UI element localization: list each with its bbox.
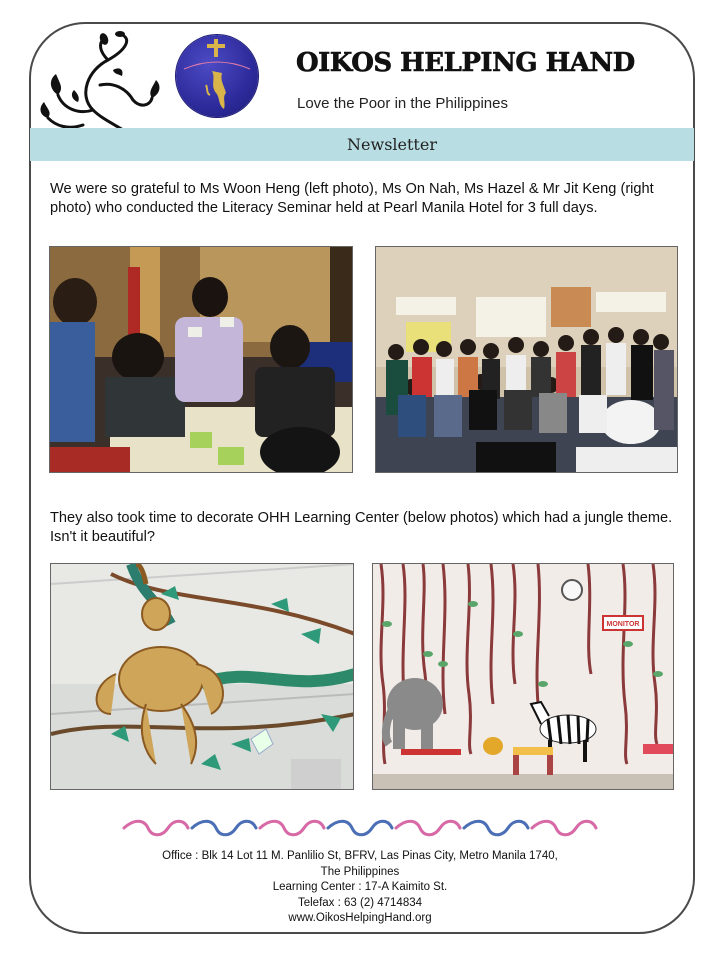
monitor-sign: MONITOR [606, 621, 640, 628]
seminar-group-photo [375, 246, 678, 473]
org-tagline: Love the Poor in the Philippines [297, 95, 508, 112]
article-paragraph-1: We were so grateful to Ms Woon Heng (left photo), Ms On Nah, Ms Hazel & Mr Jit Keng (right photo) who conducted the Literacy Seminar held at Pearl Manila Hotel for 3 full days. [50, 181, 654, 216]
org-title: OIKOS HELPING HAND [296, 48, 635, 78]
footer-learning-center: Learning Center : 17-A Kaimito St. [272, 881, 448, 893]
newsletter-label: Newsletter [347, 135, 437, 154]
footer-contact [60, 849, 660, 927]
footer-website-link[interactable]: www.OikosHelpingHand.org [288, 912, 432, 924]
ornamental-divider [120, 815, 600, 841]
article-paragraph-2: They also took time to decorate OHH Learning Center (below photos) which had a jungle theme. Isn't it beautiful? [50, 510, 673, 545]
oikos-logo [176, 35, 258, 117]
footer-office-line-1: Office : Blk 14 Lot 11 M. Panlilio St, BFRV, Las Pinas City, Metro Manila 1740, [162, 850, 558, 862]
monkey-decoration-photo [50, 563, 354, 790]
seminar-left-photo [49, 246, 353, 473]
jungle-wall-photo [372, 563, 674, 790]
footer-office-line-2: The Philippines [320, 865, 400, 878]
footer-telefax: Telefax : 63 (2) 4714834 [297, 896, 423, 909]
newsletter-band [30, 128, 694, 161]
